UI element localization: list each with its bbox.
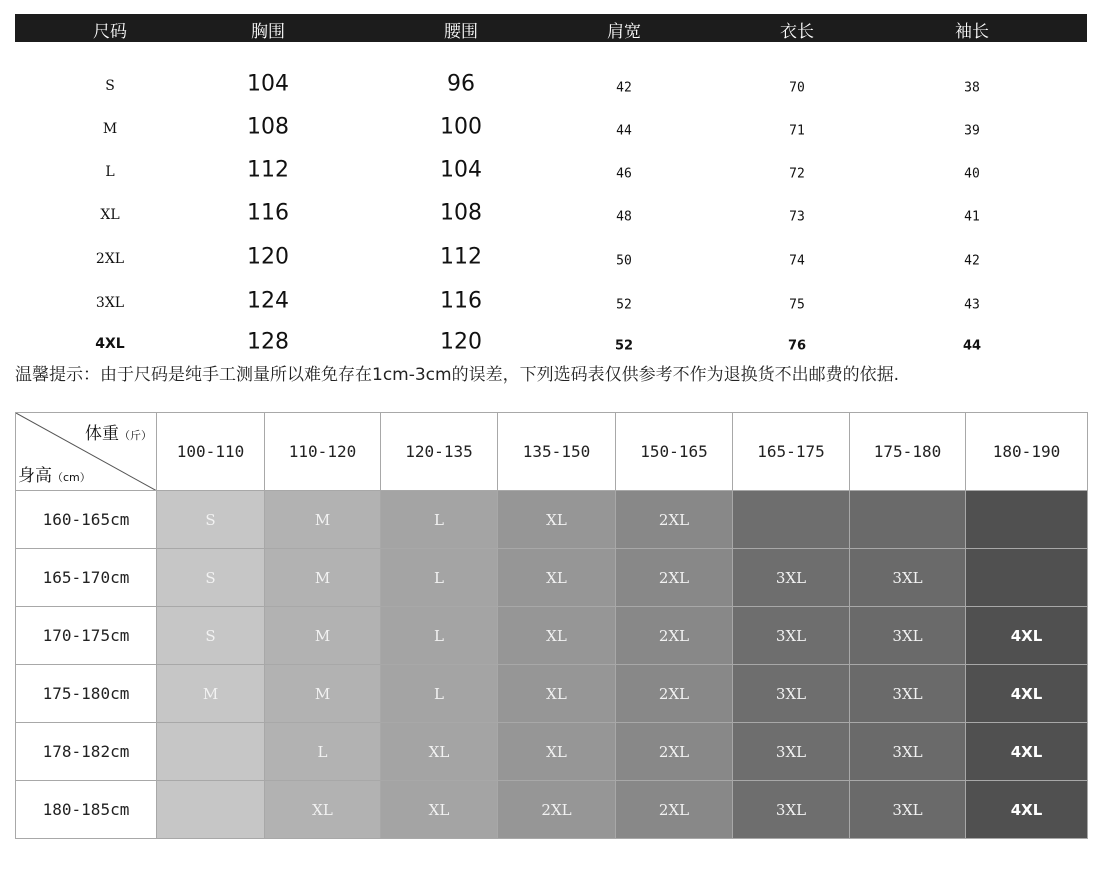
size-table-header: [15, 14, 1087, 42]
recommended-size-cell: 3XL: [733, 781, 850, 839]
recommended-size-cell: 4XL: [966, 665, 1088, 723]
size-measurement: 73: [789, 209, 805, 225]
corner-cell: [16, 413, 157, 491]
recommended-size-cell: XL: [265, 781, 381, 839]
size-label: 2XL: [95, 251, 125, 267]
recommended-size-cell: XL: [498, 491, 616, 549]
recommended-size-cell: [157, 781, 265, 839]
measurement-note: 温馨提示：由于尺码是纯手工测量所以难免存在1cm-3cm的误差，下列选码表仅供参考不作为退换货不出邮费的依据.: [15, 365, 899, 385]
size-measurement: 42: [616, 80, 632, 96]
size-measurement: 108: [440, 200, 482, 226]
size-measurement: 48: [616, 209, 632, 225]
size-label: M: [102, 121, 118, 137]
size-label: 3XL: [95, 295, 125, 311]
size-measurement: 112: [247, 157, 289, 183]
size-measurement: 74: [789, 253, 805, 269]
size-table-header-cell: 胸围: [251, 22, 285, 42]
recommended-size-cell: XL: [381, 723, 498, 781]
weight-range-header: 180-190: [966, 413, 1088, 491]
recommended-size-cell: 3XL: [850, 549, 966, 607]
recommended-size-cell: XL: [498, 607, 616, 665]
recommended-size-cell: L: [381, 549, 498, 607]
recommended-size-cell: XL: [498, 549, 616, 607]
recommended-size-cell: 3XL: [850, 723, 966, 781]
recommended-size-cell: S: [157, 549, 265, 607]
size-measurement: 41: [964, 209, 980, 225]
size-measurement: 46: [616, 166, 632, 182]
recommended-size-cell: 4XL: [966, 607, 1088, 665]
size-label: 4XL: [95, 336, 125, 352]
size-measurement: 120: [440, 329, 482, 355]
weight-range-header: 150-165: [616, 413, 733, 491]
recommended-size-cell: 2XL: [616, 781, 733, 839]
height-row: [16, 491, 1088, 549]
size-measurement: 116: [440, 288, 482, 314]
recommended-size-cell: 3XL: [733, 607, 850, 665]
size-table-header-cell: 袖长: [955, 22, 989, 42]
weight-range-header: 165-175: [733, 413, 850, 491]
weight-range-header: 120-135: [381, 413, 498, 491]
height-row: [16, 549, 1088, 607]
size-measurement: 44: [616, 123, 632, 139]
recommended-size-cell: XL: [498, 665, 616, 723]
weight-range-header: 135-150: [498, 413, 616, 491]
size-measurement: 52: [614, 338, 634, 354]
recommended-size-cell: 3XL: [850, 607, 966, 665]
recommended-size-cell: 2XL: [616, 549, 733, 607]
size-measurement: 43: [964, 297, 980, 313]
recommended-size-cell: 3XL: [850, 781, 966, 839]
size-table-header-cell: 衣长: [780, 22, 814, 42]
height-range-label: 175-180cm: [16, 665, 157, 723]
size-measurement: 96: [447, 71, 475, 97]
size-measurement: 75: [789, 297, 805, 313]
recommended-size-cell: 2XL: [616, 491, 733, 549]
recommended-size-cell: M: [265, 665, 381, 723]
recommended-size-cell: S: [157, 491, 265, 549]
height-row: [16, 723, 1088, 781]
recommended-size-cell: 4XL: [966, 781, 1088, 839]
weight-range-header: 110-120: [265, 413, 381, 491]
recommended-size-cell: M: [265, 549, 381, 607]
recommended-size-cell: 3XL: [733, 665, 850, 723]
weight-range-header: 100-110: [157, 413, 265, 491]
height-range-label: 180-185cm: [16, 781, 157, 839]
size-measurement: 112: [440, 244, 482, 270]
size-measurement: 70: [789, 80, 805, 96]
size-measurement: 104: [440, 157, 482, 183]
recommended-size-cell: [966, 491, 1088, 549]
recommended-size-cell: M: [265, 607, 381, 665]
recommended-size-cell: 4XL: [966, 723, 1088, 781]
size-measurement: 72: [789, 166, 805, 182]
recommended-size-cell: 2XL: [616, 723, 733, 781]
height-range-label: 178-182cm: [16, 723, 157, 781]
size-measurement: 50: [616, 253, 632, 269]
size-measurement: 108: [247, 114, 289, 140]
size-measurement: 39: [964, 123, 980, 139]
size-measurement: 100: [440, 114, 482, 140]
weight-axis-label: 体重（斤）: [85, 424, 152, 444]
size-measurement: 52: [616, 297, 632, 313]
recommended-size-cell: 2XL: [616, 665, 733, 723]
size-measurement: 71: [789, 123, 805, 139]
recommended-size-cell: 3XL: [850, 665, 966, 723]
recommended-size-cell: L: [381, 491, 498, 549]
weight-header-row: [16, 413, 1088, 491]
size-label: S: [105, 78, 115, 94]
recommended-size-cell: XL: [498, 723, 616, 781]
size-table-header-cell: 腰围: [444, 22, 478, 42]
recommended-size-cell: 2XL: [498, 781, 616, 839]
recommended-size-cell: S: [157, 607, 265, 665]
size-measurement: 120: [247, 244, 289, 270]
size-measurement: 116: [247, 200, 289, 226]
height-row: [16, 781, 1088, 839]
recommended-size-cell: [966, 549, 1088, 607]
size-recommendation-table: [15, 412, 1088, 839]
recommended-size-cell: M: [157, 665, 265, 723]
size-measurement: 38: [964, 80, 980, 96]
height-axis-label: 身高（cm）: [18, 466, 91, 486]
recommended-size-cell: M: [265, 491, 381, 549]
size-measurement: 76: [787, 338, 807, 354]
size-measurement: 128: [247, 329, 289, 355]
size-label: XL: [100, 207, 120, 223]
recommended-size-cell: [850, 491, 966, 549]
height-range-label: 165-170cm: [16, 549, 157, 607]
size-measurement: 104: [247, 71, 289, 97]
recommended-size-cell: L: [381, 607, 498, 665]
recommended-size-cell: [157, 723, 265, 781]
size-table-header-cell: 尺码: [93, 22, 127, 42]
size-label: L: [105, 164, 115, 180]
size-table-header-cell: 肩宽: [607, 22, 641, 42]
height-range-label: 170-175cm: [16, 607, 157, 665]
recommended-size-cell: L: [381, 665, 498, 723]
recommended-size-cell: 2XL: [616, 607, 733, 665]
recommended-size-cell: [733, 491, 850, 549]
size-measurement: 40: [964, 166, 980, 182]
height-range-label: 160-165cm: [16, 491, 157, 549]
recommended-size-cell: XL: [381, 781, 498, 839]
recommended-size-cell: L: [265, 723, 381, 781]
recommended-size-cell: 3XL: [733, 549, 850, 607]
weight-range-header: 175-180: [850, 413, 966, 491]
height-row: [16, 665, 1088, 723]
height-row: [16, 607, 1088, 665]
size-measurement: 44: [962, 338, 982, 354]
size-measurement: 124: [247, 288, 289, 314]
recommended-size-cell: 3XL: [733, 723, 850, 781]
size-measurement: 42: [964, 253, 980, 269]
